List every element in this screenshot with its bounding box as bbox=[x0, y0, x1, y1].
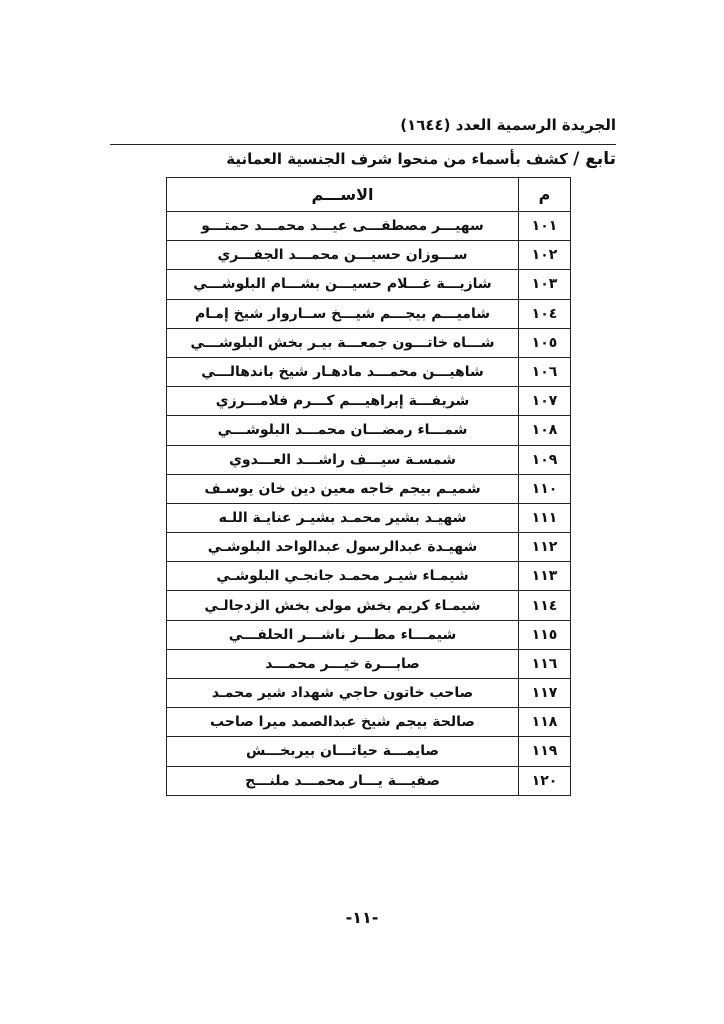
row-name: شاهيـــن محمـــد مادهـار شيخ باندهالـــي bbox=[167, 357, 519, 386]
table-header-row bbox=[167, 178, 571, 212]
table-row bbox=[167, 562, 571, 591]
table-row bbox=[167, 737, 571, 766]
row-name: صالحة بيجم شيخ عبدالصمد ميرا صاحب bbox=[167, 708, 519, 737]
row-number: ١١٧ bbox=[519, 679, 571, 708]
row-number: ١٠٤ bbox=[519, 299, 571, 328]
row-number: ١٠١ bbox=[519, 212, 571, 241]
row-number: ١٠٢ bbox=[519, 241, 571, 270]
page-number: -١١- bbox=[345, 908, 379, 927]
row-number: ١١٠ bbox=[519, 474, 571, 503]
row-name: شـــاه خاتـــون جمعـــة بيـر بخش البلوشـــي bbox=[167, 328, 519, 357]
row-name: شيمـاء شيـر محمـد جانجـي البلوشـي bbox=[167, 562, 519, 591]
row-number: ١٠٩ bbox=[519, 445, 571, 474]
row-number: ١١٩ bbox=[519, 737, 571, 766]
row-name: شهيـدة عبدالرسول عبدالواحد البلوشـي bbox=[167, 533, 519, 562]
row-number: ١٠٣ bbox=[519, 270, 571, 299]
subtitle-text: كشف بأسماء من منحوا شرف الجنسية العمانية bbox=[226, 150, 574, 168]
row-number: ١١١ bbox=[519, 503, 571, 532]
row-number: ١٠٨ bbox=[519, 416, 571, 445]
column-header-number: م bbox=[519, 178, 571, 212]
row-name: شازيـــة غـــلام حسيـــن بشـــام البلوشـــي bbox=[167, 270, 519, 299]
row-name: صابـــرة خيـــر محمـــد bbox=[167, 649, 519, 678]
list-subtitle bbox=[96, 149, 616, 169]
row-number: ١١٦ bbox=[519, 649, 571, 678]
row-name: صفيـــة يـــار محمـــد ملنـــج bbox=[167, 766, 519, 795]
row-name: شاميـــم بيجـــم شيـــخ ســاروار شيخ إمـام bbox=[167, 299, 519, 328]
gazette-title: الجريدة الرسمية العدد (١٦٤٤) bbox=[400, 116, 616, 134]
table-row bbox=[167, 679, 571, 708]
row-name: شمسـة سيـــف راشـــد العـــدوي bbox=[167, 445, 519, 474]
row-name: صاحب خاتون حاجي شهداد شير محمـد bbox=[167, 679, 519, 708]
row-number: ١١٤ bbox=[519, 591, 571, 620]
table-row bbox=[167, 328, 571, 357]
table-row bbox=[167, 766, 571, 795]
row-number: ١١٢ bbox=[519, 533, 571, 562]
table-row bbox=[167, 212, 571, 241]
row-number: ١١٣ bbox=[519, 562, 571, 591]
table-row bbox=[167, 445, 571, 474]
table-row bbox=[167, 416, 571, 445]
table-row bbox=[167, 620, 571, 649]
row-name: شيمـــاء مطـــر ناشـــر الحلفـــي bbox=[167, 620, 519, 649]
table-row bbox=[167, 270, 571, 299]
names-table bbox=[166, 177, 571, 796]
row-name: شمـــاء رمضـــان محمـــد البلوشـــي bbox=[167, 416, 519, 445]
table-row bbox=[167, 591, 571, 620]
row-number: ١١٥ bbox=[519, 620, 571, 649]
table-row bbox=[167, 649, 571, 678]
row-number: ١٠٥ bbox=[519, 328, 571, 357]
row-name: صايمـــة حياتـــان بيربخـــش bbox=[167, 737, 519, 766]
gazette-header bbox=[110, 116, 616, 145]
table-row bbox=[167, 533, 571, 562]
row-name: سهيـــر مصطفـــى عيـــد محمـــد حمتـــو bbox=[167, 212, 519, 241]
table-row bbox=[167, 708, 571, 737]
table-row bbox=[167, 474, 571, 503]
table-row bbox=[167, 241, 571, 270]
table-row bbox=[167, 299, 571, 328]
table-row bbox=[167, 387, 571, 416]
row-number: ١٠٧ bbox=[519, 387, 571, 416]
subtitle-lead: تابع / bbox=[573, 149, 616, 169]
row-name: ســـوزان حسيـــن محمـــد الجفـــري bbox=[167, 241, 519, 270]
row-name: شيمـاء كريم بخش مولى بخش الزدجالـي bbox=[167, 591, 519, 620]
table-row bbox=[167, 357, 571, 386]
row-number: ١١٨ bbox=[519, 708, 571, 737]
row-name: شهيـد بشير محمـد بشيـر عنايـة اللـه bbox=[167, 503, 519, 532]
table-row bbox=[167, 503, 571, 532]
row-number: ١٢٠ bbox=[519, 766, 571, 795]
row-number: ١٠٦ bbox=[519, 357, 571, 386]
column-header-name: الاســـم bbox=[167, 178, 519, 212]
row-name: شميـم بيجم خاجه معين دين خان يوسـف bbox=[167, 474, 519, 503]
row-name: شريفـــة إبراهيـــم كـــرم فلامـــرزي bbox=[167, 387, 519, 416]
